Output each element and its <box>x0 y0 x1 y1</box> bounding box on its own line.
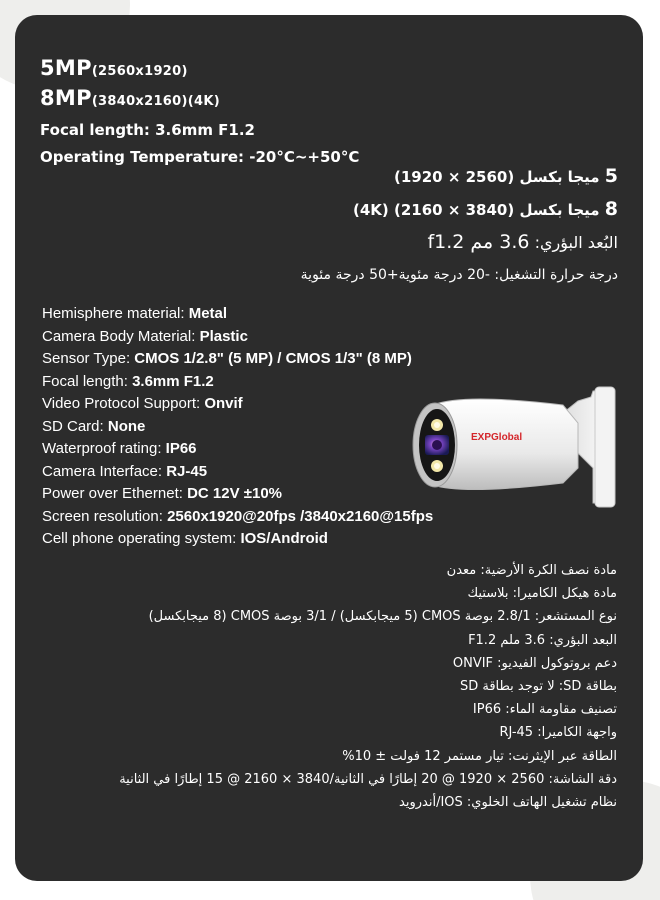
spec-row <box>42 348 433 371</box>
operating-temperature-heading: Operating Temperature: -20°C~+50°C <box>40 148 360 166</box>
resolution-5mp-detail: (2560x1920) <box>91 64 188 79</box>
spec-value: IOS/Android <box>240 530 328 547</box>
spec-row <box>42 528 433 551</box>
focal-length-heading: Focal length: 3.6mm F1.2 <box>40 121 255 139</box>
arabic-spec-row: دقة الشاشة: 2560 × 1920 @ 20 إطارًا في الثانية/3840 × 2160 @ 15 إطارًا في الثانية <box>119 771 617 787</box>
spec-label: Screen resolution: <box>42 507 168 525</box>
arabic-spec-row: نظام تشغيل الهاتف الخلوي: IOS/أندرويد <box>399 795 617 811</box>
spec-label: Hemisphere material: <box>42 305 189 322</box>
arabic-spec-row: البعد البؤري: 3.6 ملم F1.2 <box>468 632 617 648</box>
spec-value: IP66 <box>165 440 197 457</box>
arabic-spec-row: تصنيف مقاومة الماء: IP66 <box>472 702 617 718</box>
arabic-5-text: ميجا بكسل (2560 × 1920) <box>394 168 605 186</box>
arabic-resolution-8mp <box>301 193 618 226</box>
bullet-camera-icon <box>403 373 618 513</box>
spec-label: Sensor Type: <box>42 350 135 367</box>
spec-value: Onvif <box>204 395 243 412</box>
spec-row <box>42 461 433 484</box>
resolution-8mp-detail: (3840x2160)(4K) <box>91 94 220 109</box>
spec-label: Camera Body Material: <box>42 327 200 345</box>
arabic-spec-row: نوع المستشعر: 2.8/1 بوصة CMOS (5 ميجابكسل) / 3/1 بوصة CMOS (8 ميجابكسل) <box>148 609 617 625</box>
arabic-spec-row: بطاقة SD: لا توجد بطاقة SD <box>459 679 617 695</box>
spec-row <box>42 483 433 506</box>
spec-row <box>42 303 433 326</box>
spec-value: Metal <box>188 305 228 322</box>
spec-row <box>42 393 433 416</box>
arabic-spec-row: مادة نصف الكرة الأرضية: معدن <box>446 563 617 578</box>
spec-value: None <box>107 417 146 435</box>
arabic-header <box>301 160 618 291</box>
arabic-5-number: 5 <box>604 165 618 187</box>
arabic-8-text: ميجا بكسل (3840 × 2160) (4K) <box>353 201 605 219</box>
spec-value: Plastic <box>199 327 248 345</box>
spec-value: 3.6mm F1.2 <box>132 372 214 390</box>
spec-label: SD Card: <box>42 417 108 435</box>
arabic-spec-row: الطاقة عبر الإيثرنت: تيار مستمر 12 فولت ± 10% <box>342 748 617 764</box>
resolution-8mp <box>40 85 359 115</box>
spec-value: 2560x1920@20fps /3840x2160@15fps <box>167 507 434 525</box>
spec-row <box>42 371 433 394</box>
spec-label: Video Protocol Support: <box>42 395 205 412</box>
brand-logo: EXPGlobal <box>471 432 523 443</box>
spec-label: Camera Interface: <box>42 462 167 480</box>
resolution-8mp-main: 8MP <box>40 86 92 110</box>
spec-label: Cell phone operating system: <box>42 530 241 547</box>
arabic-spec-row: دعم بروتوكول الفيديو: ONVIF <box>452 655 617 671</box>
arabic-focal-length <box>301 226 618 259</box>
english-spec-list <box>42 303 433 551</box>
spec-label: Waterproof rating: <box>42 440 166 457</box>
spec-label: Focal length: <box>42 372 133 390</box>
arabic-spec-list <box>27 559 617 814</box>
spec-value: DC 12V ±10% <box>187 485 283 502</box>
resolution-5mp <box>40 55 359 85</box>
spec-row <box>42 438 433 461</box>
arabic-focal-value: 3.6 مم f1.2 <box>427 231 530 253</box>
spec-row <box>42 416 433 439</box>
english-header <box>40 55 359 167</box>
resolution-5mp-main: 5MP <box>40 56 92 80</box>
arabic-operating-temperature: درجة حرارة التشغيل: -20 درجة مئوية+50 درجة مئوية <box>300 267 618 283</box>
arabic-spec-row: واجهة الكاميرا: RJ-45 <box>499 725 617 741</box>
arabic-8-number: 8 <box>604 198 618 220</box>
spec-row <box>42 326 433 349</box>
spec-row <box>42 506 433 529</box>
spec-card <box>15 15 643 881</box>
arabic-spec-row: مادة هيكل الكاميرا: بلاستيك <box>467 586 617 602</box>
spec-value: CMOS 1/2.8" (5 MP) / CMOS 1/3" (8 MP) <box>134 350 412 367</box>
spec-value: RJ-45 <box>166 462 208 480</box>
arabic-focal-label: البُعد البؤري: <box>529 233 618 252</box>
spec-label: Power over Ethernet: <box>42 485 188 502</box>
arabic-resolution-5mp <box>301 160 618 193</box>
